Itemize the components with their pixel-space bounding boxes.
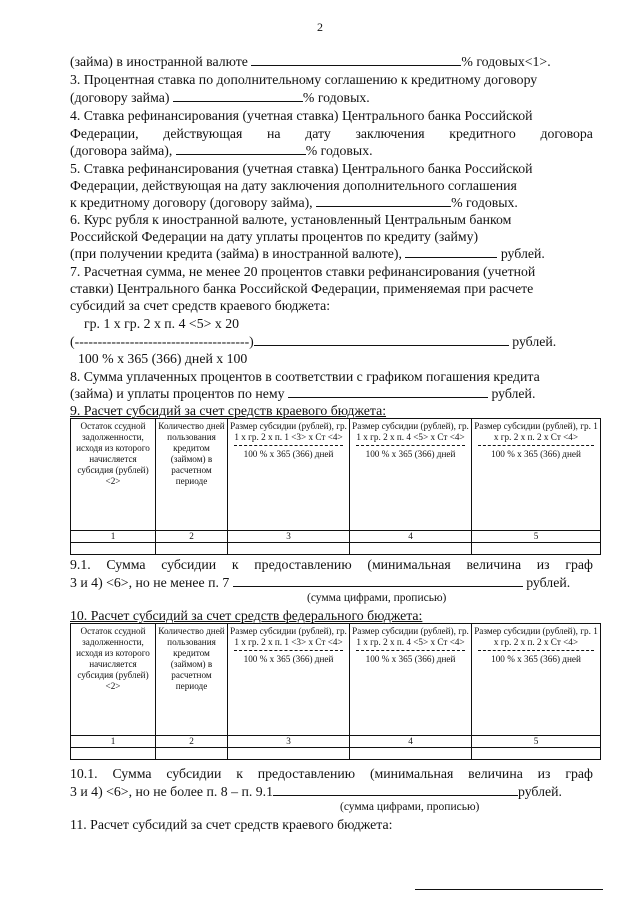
word: величина <box>468 766 523 781</box>
caption-amount: (сумма цифрами, прописью) <box>307 592 447 604</box>
column-number: 3 <box>228 531 350 543</box>
column-number: 4 <box>350 736 472 748</box>
formula-bottom: 100 % х 365 (366) дней <box>243 654 334 664</box>
data-cell <box>228 748 350 760</box>
formula-top: Размер субсидии (рублей), гр. 1 х гр. 2 х п. 4 <5> х Ст <4> <box>352 421 469 442</box>
header-cell <box>472 419 601 531</box>
formula-top: Размер субсидии (рублей), гр. 1 х гр. 2 х п. 2 х Ст <4> <box>474 421 598 442</box>
item-6-line2: Российской Федерации на дату уплаты процентов по кредиту (займу) <box>70 229 479 244</box>
word: заключения <box>355 126 425 141</box>
header-cell <box>350 419 472 531</box>
word: предоставлению <box>257 766 356 781</box>
text: 3 и 4) <6>, но не более п. 8 – п. 9.1 <box>70 784 273 799</box>
item-8-line2 <box>70 386 535 402</box>
text: к кредитному договору (договору займа), <box>70 195 313 210</box>
formula-top: Размер субсидии (рублей), гр. 1 х гр. 2 х п. 4 <5> х Ст <4> <box>352 626 469 647</box>
word: 9.1. <box>70 557 91 572</box>
word: договора <box>540 126 593 141</box>
item-8-line1: 8. Сумма уплаченных процентов в соответствии с графиком погашения кредита <box>70 369 540 384</box>
header-cell <box>350 624 472 736</box>
item-9-title: 9. Расчет субсидий за счет средств краевого бюджета: <box>70 403 387 418</box>
subsidy-table-federal <box>70 623 601 760</box>
header-cell <box>472 624 601 736</box>
blank-field <box>233 575 523 587</box>
item-11-title: 11. Расчет субсидий за счет средств краевого бюджета: <box>70 817 393 832</box>
text: % годовых<1>. <box>461 54 551 69</box>
item-9-1-line2 <box>70 575 570 591</box>
text: рублей. <box>518 784 562 799</box>
column-number: 5 <box>472 531 601 543</box>
text: рублей. <box>500 246 545 261</box>
header-cell: Количество дней пользования кредитом (займом) в расчетном периоде <box>156 624 228 736</box>
formula-bottom: 100 % х 365 (366) дней <box>365 449 456 459</box>
text: (--------------------------------------) <box>70 334 254 349</box>
word: (минимальная <box>369 766 454 781</box>
item-4-line1: 4. Ставка рефинансирования (учетная ставка) Центрального банка Российской <box>70 108 533 123</box>
column-number: 4 <box>350 531 472 543</box>
text: рублей. <box>491 386 536 401</box>
fraction-line <box>478 650 594 651</box>
formula-top: Размер субсидии (рублей), гр. 1 х гр. 2 х п. 2 х Ст <4> <box>474 626 598 647</box>
blank-field <box>254 334 509 346</box>
item-4-line3 <box>70 143 373 159</box>
text: (займа) в иностранной валюте <box>70 54 248 69</box>
column-number: 5 <box>472 736 601 748</box>
word: к <box>236 766 243 781</box>
word: из <box>536 557 550 572</box>
formula-row <box>70 334 556 350</box>
header-cell <box>228 419 350 531</box>
column-number: 1 <box>71 531 156 543</box>
header-cell <box>228 624 350 736</box>
data-cell <box>350 748 472 760</box>
item-4-line2 <box>70 126 593 142</box>
line-foreign-rate <box>70 54 551 70</box>
text: % годовых. <box>305 143 373 158</box>
word: 10.1. <box>70 766 98 781</box>
word: из <box>537 766 551 781</box>
item-7-line3: субсидий за счет средств краевого бюджета: <box>70 298 331 313</box>
item-10-1-line2 <box>70 784 562 800</box>
table-data-row <box>71 543 601 555</box>
text: рублей. <box>512 334 557 349</box>
item-10-title: 10. Расчет субсидий за счет средств федерального бюджета: <box>70 608 423 623</box>
header-cell: Остаток ссудной задолженности, исходя из которого начисляется субсидия (рублей) <2> <box>71 624 156 736</box>
table-number-row <box>71 531 601 543</box>
word: Сумма <box>106 557 146 572</box>
data-cell <box>228 543 350 555</box>
caption-amount: (сумма цифрами, прописью) <box>340 801 480 813</box>
text: % годовых. <box>451 195 518 210</box>
formula-bottom: 100 % х 365 (366) дней <box>491 449 581 459</box>
word: граф <box>565 557 593 572</box>
blank-field <box>176 143 306 155</box>
blank-field <box>316 195 451 207</box>
blank-field <box>173 90 303 102</box>
fraction-line <box>478 445 594 446</box>
item-5-line3 <box>70 195 518 211</box>
text: рублей. <box>526 575 571 590</box>
data-cell <box>71 543 156 555</box>
word: дату <box>305 126 331 141</box>
item-9-1-line1 <box>70 557 593 573</box>
footer-rule <box>415 889 603 890</box>
formula-denominator: 100 % х 365 (366) дней х 100 <box>78 351 248 366</box>
subsidy-table-regional <box>70 418 601 555</box>
formula-bottom: 100 % х 365 (366) дней <box>243 449 334 459</box>
text: (при получении кредита (займа) в иностранной валюте), <box>70 246 402 261</box>
item-3-line1: 3. Процентная ставка по дополнительному соглашению к кредитному договору <box>70 72 538 87</box>
word: величина <box>466 557 522 572</box>
item-7-line2: ставки) Центрального банка Российской Федерации, применяемая при расчете <box>70 281 534 296</box>
blank-field <box>273 784 518 796</box>
header-cell: Остаток ссудной задолженности, исходя из которого начисляется субсидия (рублей) <2> <box>71 419 156 531</box>
word: Сумма <box>112 766 152 781</box>
word: к <box>231 557 239 572</box>
fraction-line <box>356 650 465 651</box>
item-10-1-line1 <box>70 766 593 782</box>
table-header-row <box>71 624 601 736</box>
formula-top: Размер субсидии (рублей), гр. 1 х гр. 2 х п. 1 <3> х Ст <4> <box>230 626 347 647</box>
word: (минимальная <box>367 557 451 572</box>
data-cell <box>350 543 472 555</box>
word: граф <box>565 766 593 781</box>
text: (договора займа), <box>70 143 173 158</box>
formula-top: Размер субсидии (рублей), гр. 1 х гр. 2 х п. 1 <3> х Ст <4> <box>230 421 347 442</box>
table-header-row <box>71 419 601 531</box>
formula-bottom: 100 % х 365 (366) дней <box>365 654 456 664</box>
column-number: 2 <box>156 531 228 543</box>
item-5-line1: 5. Ставка рефинансирования (учетная ставка) Центрального банка Российской <box>70 161 533 176</box>
word: предоставлению <box>254 557 352 572</box>
text: % годовых. <box>302 90 370 105</box>
item-6-line3 <box>70 246 545 262</box>
data-cell <box>156 543 228 555</box>
text: (договору займа) <box>70 90 170 105</box>
formula-numerator: гр. 1 х гр. 2 х п. 4 <5> х 20 <box>84 316 239 331</box>
word: кредитного <box>449 126 516 141</box>
text: 3 и 4) <6>, но не менее п. 7 <box>70 575 230 590</box>
table-data-row <box>71 748 601 760</box>
formula-bottom: 100 % х 365 (366) дней <box>491 654 581 664</box>
blank-field <box>288 386 488 398</box>
text: (займа) и уплаты процентов по нему <box>70 386 285 401</box>
word: действующая <box>163 126 243 141</box>
column-number: 1 <box>71 736 156 748</box>
item-5-line2: Федерации, действующая на дату заключения дополнительного соглашения <box>70 178 517 193</box>
word: субсидии <box>166 766 222 781</box>
blank-field <box>405 246 497 258</box>
item-6-line1: 6. Курс рубля к иностранной валюте, установленный Центральным банком <box>70 212 512 227</box>
item-3-line2 <box>70 90 370 106</box>
header-cell: Количество дней пользования кредитом (займом) в расчетном периоде <box>156 419 228 531</box>
item-7-line1: 7. Расчетная сумма, не менее 20 процентов ставки рефинансирования (учетной <box>70 264 536 279</box>
data-cell <box>71 748 156 760</box>
column-number: 3 <box>228 736 350 748</box>
fraction-line <box>234 445 343 446</box>
fraction-line <box>356 445 465 446</box>
blank-field <box>251 54 461 66</box>
data-cell <box>472 748 601 760</box>
word: на <box>267 126 281 141</box>
data-cell <box>472 543 601 555</box>
fraction-line <box>234 650 343 651</box>
page-number: 2 <box>317 20 323 34</box>
word: субсидии <box>161 557 217 572</box>
word: Федерации, <box>70 126 139 141</box>
column-number: 2 <box>156 736 228 748</box>
data-cell <box>156 748 228 760</box>
table-number-row <box>71 736 601 748</box>
